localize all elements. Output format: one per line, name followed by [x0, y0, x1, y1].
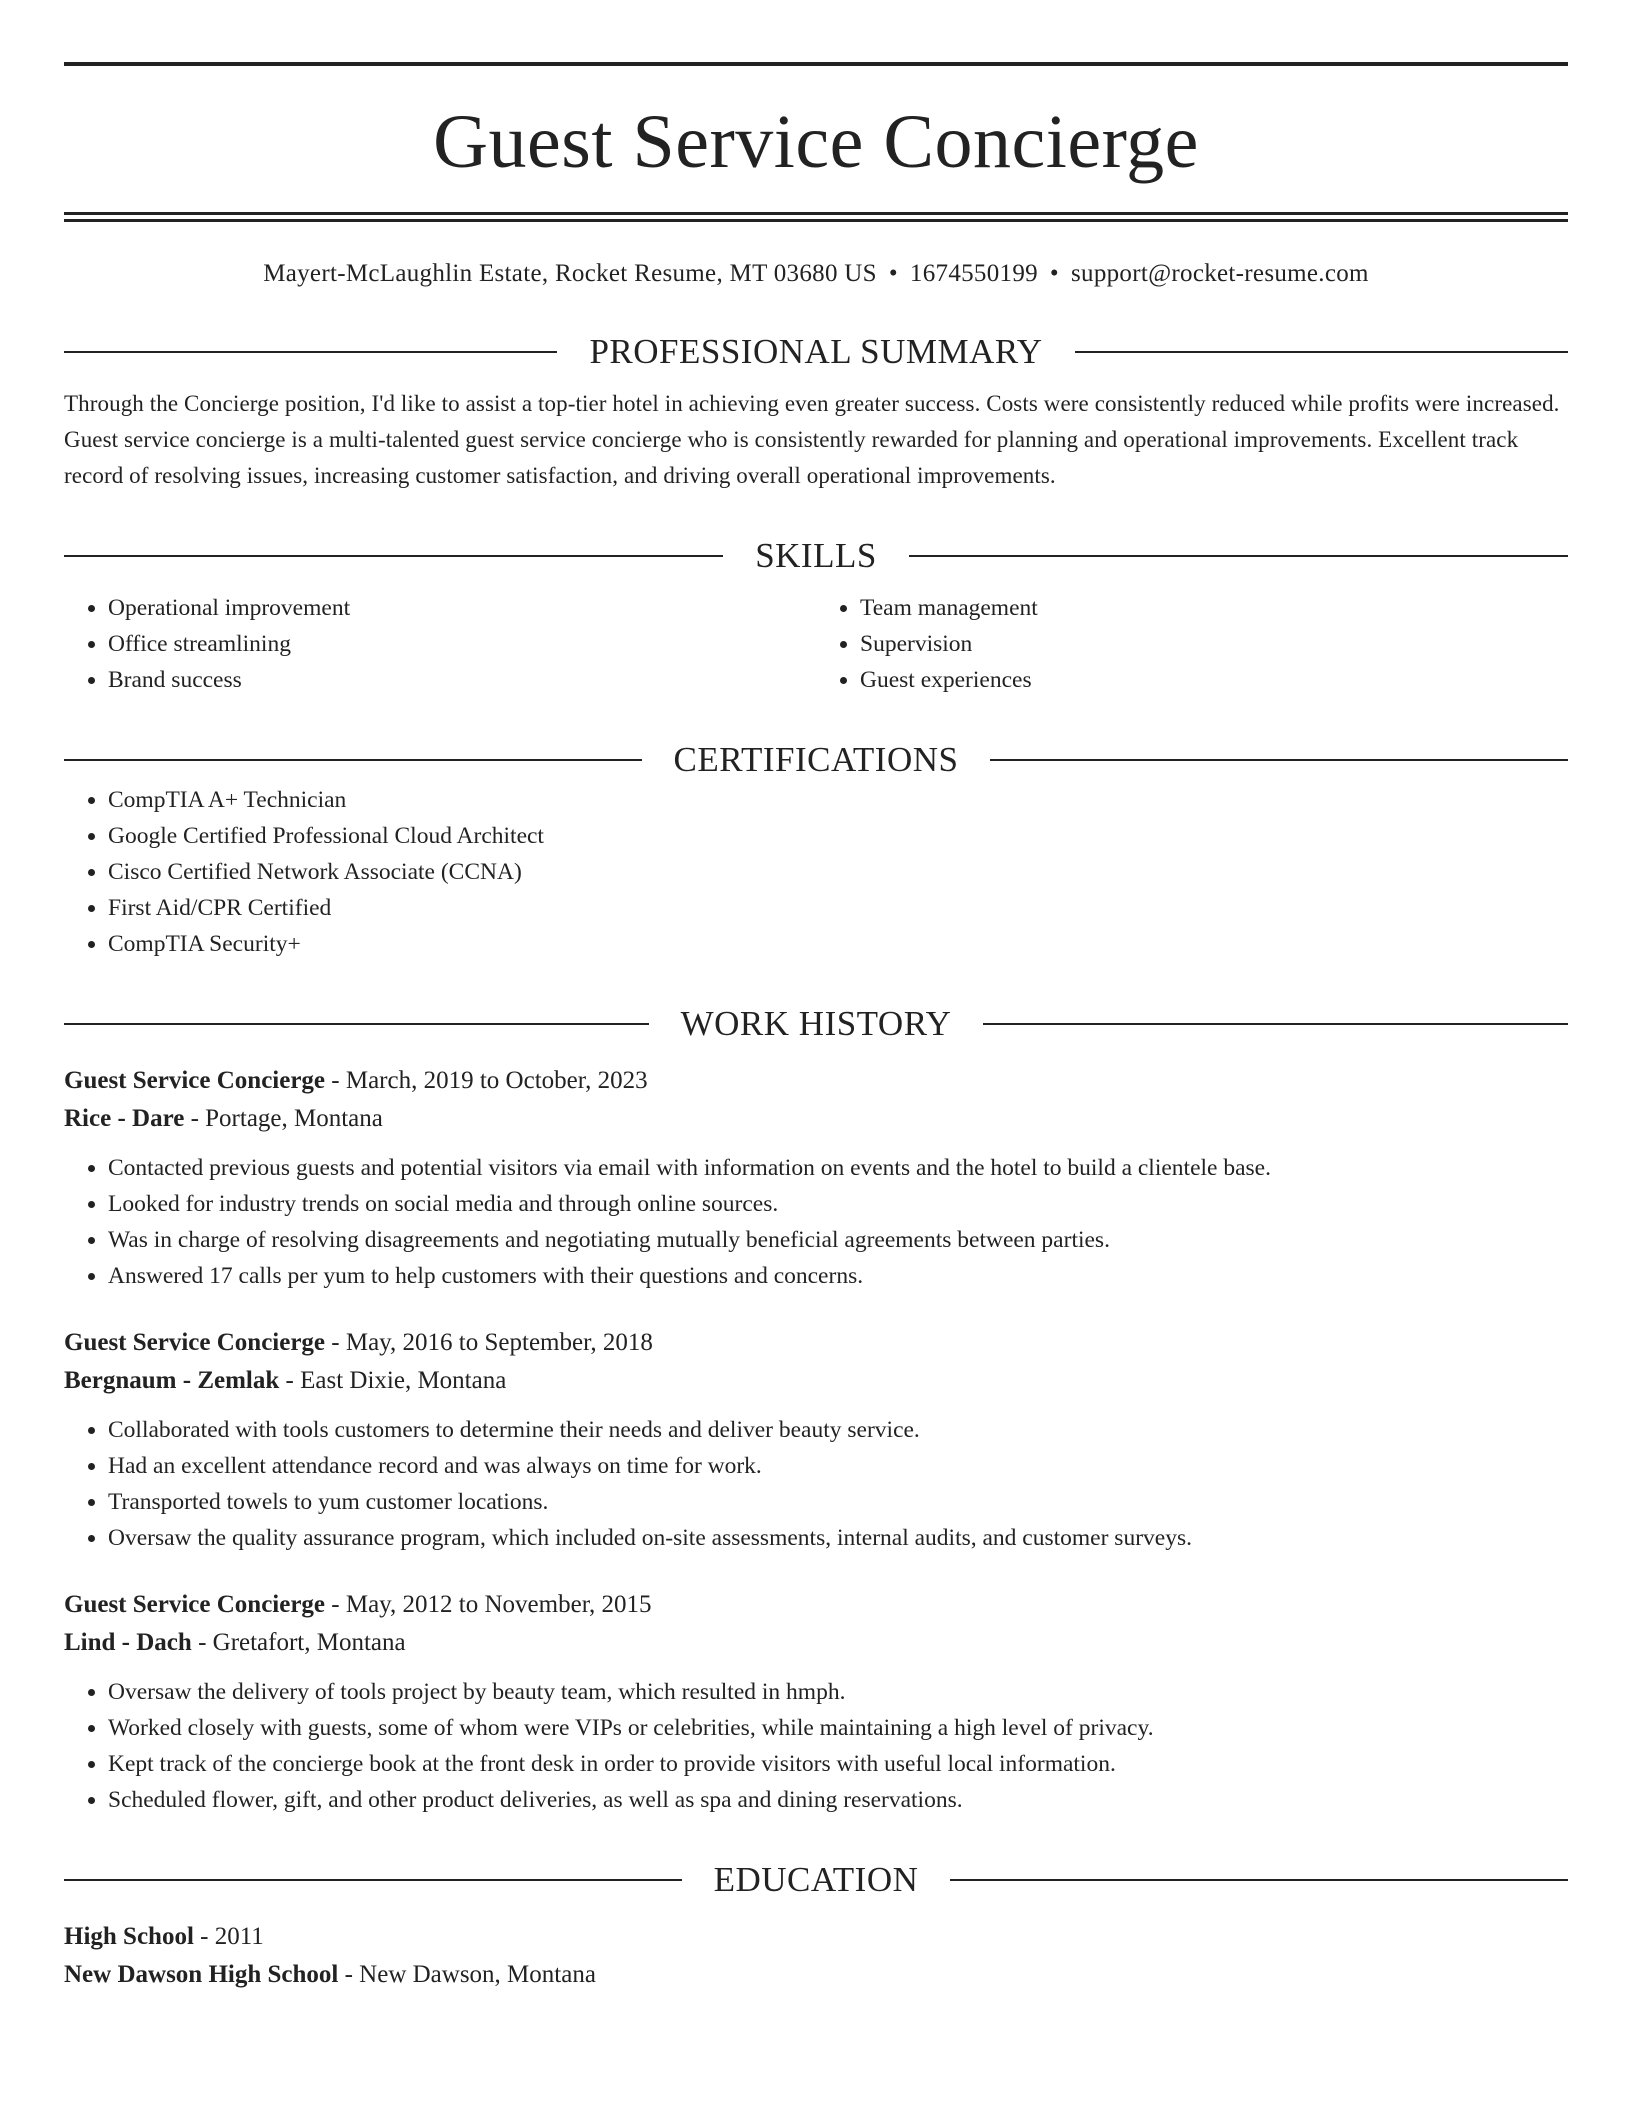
job-bullet: • Collaborated with tools customers to determine their needs and deliver beauty service. — [108, 1412, 1568, 1448]
education-degree: High School — [64, 1923, 194, 1950]
job-title-line — [64, 1062, 1568, 1100]
skill-item: • Team management — [860, 590, 1568, 626]
education-heading-label: EDUCATION — [713, 1860, 919, 1899]
skill-item: • Operational improvement — [108, 590, 816, 626]
education-school: New Dawson High School — [64, 1961, 339, 1988]
job-bullet: • Answered 17 calls per yum to help customers with their questions and concerns. — [108, 1258, 1568, 1294]
skill-item: • Supervision — [860, 626, 1568, 662]
summary-text: Through the Concierge position, I'd like to assist a top-tier hotel in achieving even greater success. Costs were consistently reduced while profits were increased. Guest service concierge is a multi-talented guest service concierge who is consistently rewarded for planning and operational improvements. Excellent track record of resolving issues, increasing customer satisfaction, and driving overall operational improvements. — [64, 391, 1560, 488]
certification-item: • Cisco Certified Network Associate (CCNA) — [108, 854, 1568, 890]
top-rule — [64, 62, 1568, 66]
job-bullet: • Oversaw the delivery of tools project by beauty team, which resulted in hmph. — [108, 1674, 1568, 1710]
job-dates: - May, 2012 to November, 2015 — [325, 1591, 652, 1618]
work-history-heading — [64, 1002, 1568, 1046]
job-bullet: • Had an excellent attendance record and was always on time for work. — [108, 1448, 1568, 1484]
skills-column-right — [816, 590, 1568, 698]
heading-rule-left — [64, 351, 557, 353]
job-bullet: • Scheduled flower, gift, and other product deliveries, as well as spa and dining reservations. — [108, 1782, 1568, 1818]
skills-grid — [64, 590, 1568, 698]
job-title: Guest Service Concierge — [64, 1591, 326, 1618]
skills-column-left — [64, 590, 816, 698]
job-dates: - March, 2019 to October, 2023 — [325, 1067, 648, 1094]
certification-item: • First Aid/CPR Certified — [108, 890, 1568, 926]
heading-rule-left — [64, 1879, 682, 1881]
job-location: - Portage, Montana — [184, 1105, 383, 1132]
job-company-line — [64, 1100, 1568, 1138]
education-heading — [64, 1858, 1568, 1902]
skill-item: • Brand success — [108, 662, 816, 698]
education-year: - 2011 — [193, 1923, 264, 1950]
work-history-heading-label: WORK HISTORY — [680, 1004, 952, 1043]
education-entry — [64, 1918, 1568, 1994]
contact-separator: • — [1049, 260, 1059, 287]
job-company-line — [64, 1362, 1568, 1400]
job-bullet: • Kept track of the concierge book at the front desk in order to provide visitors with useful local information. — [108, 1746, 1568, 1782]
job-entry — [64, 1062, 1568, 1294]
job-bullet: • Looked for industry trends on social media and through online sources. — [108, 1186, 1568, 1222]
title-double-rule — [64, 212, 1568, 222]
certifications-heading-label: CERTIFICATIONS — [673, 740, 959, 779]
education-location: - New Dawson, Montana — [338, 1961, 596, 1988]
summary-heading — [64, 330, 1568, 374]
certification-item: • CompTIA Security+ — [108, 926, 1568, 962]
heading-rule-right — [950, 1879, 1568, 1881]
certification-item: • CompTIA A+ Technician — [108, 782, 1568, 818]
certification-item: • Google Certified Professional Cloud Architect — [108, 818, 1568, 854]
job-company: Rice - Dare — [64, 1105, 185, 1132]
job-company: Lind - Dach — [64, 1629, 192, 1656]
certifications-heading — [64, 738, 1568, 782]
heading-rule-right — [909, 555, 1568, 557]
contact-email: support@rocket-resume.com — [1070, 260, 1369, 287]
job-bullet: • Contacted previous guests and potential visitors via email with information on events and the hotel to build a clientele base. — [108, 1150, 1568, 1186]
heading-rule-right — [1075, 351, 1568, 353]
job-entry — [64, 1586, 1568, 1818]
skills-heading — [64, 534, 1568, 578]
skills-heading-label: SKILLS — [755, 536, 877, 575]
heading-rule-right — [990, 759, 1568, 761]
job-title: Guest Service Concierge — [64, 1067, 326, 1094]
job-bullets — [64, 1412, 1568, 1556]
job-title-line — [64, 1586, 1568, 1624]
job-location: - Gretafort, Montana — [191, 1629, 406, 1656]
job-bullets — [64, 1150, 1568, 1294]
job-bullet: • Worked closely with guests, some of whom were VIPs or celebrities, while maintaining a high level of privacy. — [108, 1710, 1568, 1746]
skills-list-left — [64, 590, 816, 698]
job-title: Guest Service Concierge — [64, 1329, 326, 1356]
contact-separator: • — [888, 260, 898, 287]
heading-rule-left — [64, 1023, 649, 1025]
resume-title: Guest Service Concierge — [433, 100, 1199, 184]
job-bullet: • Transported towels to yum customer locations. — [108, 1484, 1568, 1520]
skill-item: • Office streamlining — [108, 626, 816, 662]
job-bullets — [64, 1674, 1568, 1818]
job-bullet: • Was in charge of resolving disagreements and negotiating mutually beneficial agreements between parties. — [108, 1222, 1568, 1258]
contact-line — [64, 258, 1568, 290]
job-company: Bergnaum - Zemlak — [64, 1367, 280, 1394]
certifications-list — [64, 782, 1568, 962]
job-company-line — [64, 1624, 1568, 1662]
skill-item: • Guest experiences — [860, 662, 1568, 698]
contact-address: Mayert-McLaughlin Estate, Rocket Resume, MT 03680 US — [263, 260, 877, 287]
education-school-line — [64, 1956, 1568, 1994]
resume-page — [64, 62, 1568, 1994]
contact-phone: 1674550199 — [909, 260, 1038, 287]
heading-rule-right — [983, 1023, 1568, 1025]
education-degree-line — [64, 1918, 1568, 1956]
job-title-line — [64, 1324, 1568, 1362]
heading-rule-left — [64, 759, 642, 761]
job-location: - East Dixie, Montana — [279, 1367, 507, 1394]
job-bullet: • Oversaw the quality assurance program, which included on-site assessments, internal audits, and customer surveys. — [108, 1520, 1568, 1556]
summary-heading-label: PROFESSIONAL SUMMARY — [589, 332, 1043, 371]
job-dates: - May, 2016 to September, 2018 — [325, 1329, 653, 1356]
skills-list-right — [816, 590, 1568, 698]
heading-rule-left — [64, 555, 723, 557]
job-entry — [64, 1324, 1568, 1556]
